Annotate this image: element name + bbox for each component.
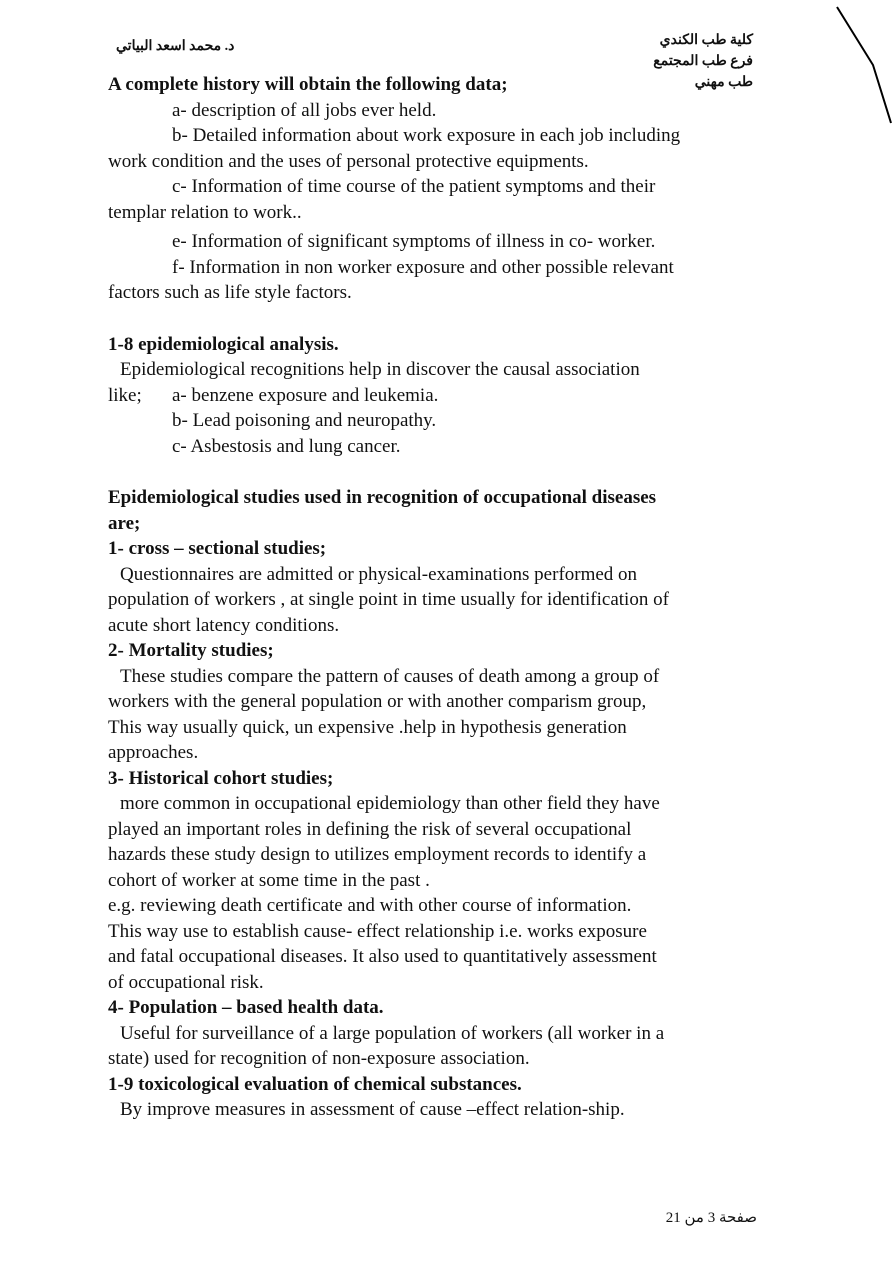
text-line: workers with the general population or with another comparism group, xyxy=(108,691,647,712)
text-line: more common in occupational epidemiology than other field they have xyxy=(120,793,660,814)
subsection-heading: 2- Mortality studies; xyxy=(108,640,274,661)
text-line: This way usually quick, un expensive .help in hypothesis generation xyxy=(108,716,627,738)
institution-line: طب مهني xyxy=(694,75,753,90)
text-line: cohort of worker at some time in the past . xyxy=(108,869,430,891)
subsection-heading: 3- Historical cohort studies; xyxy=(108,767,334,789)
section-heading: 1-8 epidemiological analysis. xyxy=(108,333,339,355)
list-item: e- Information of significant symptoms of illness in co- worker. xyxy=(172,231,656,252)
text-line: and fatal occupational diseases. It also used to quantitatively assessment xyxy=(108,946,657,967)
text-line: These studies compare the pattern of causes of death among a group of xyxy=(120,665,660,687)
institution-line: كلية طب الكندي xyxy=(659,33,753,48)
text-line: This way use to establish cause- effect relationship i.e. works exposure xyxy=(108,920,647,942)
list-item: like; a- benzene exposure and leukemia. xyxy=(108,384,439,406)
author-name: د. محمد اسعد البياتي xyxy=(116,39,235,54)
subsection-heading: 1- cross – sectional studies; xyxy=(108,538,327,559)
institution-line: فرع طب المجتمع xyxy=(653,54,753,69)
text-line: hazards these study design to utilizes employment records to identify a xyxy=(108,844,647,865)
list-item: f- Information in non worker exposure and other possible relevant xyxy=(172,256,674,278)
text-line: approaches. xyxy=(108,742,199,763)
text-line: work condition and the uses of personal protective equipments. xyxy=(108,150,589,172)
section-heading: Epidemiological studies used in recognition of occupational diseases xyxy=(108,487,657,508)
text-line: Questionnaires are admitted or physical-examinations performed on xyxy=(120,563,638,585)
text-line: acute short latency conditions. xyxy=(108,614,340,636)
text-line: Epidemiological recognitions help in discover the causal association xyxy=(120,359,640,380)
text-line: population of workers , at single point in time usually for identification of xyxy=(108,589,669,610)
document-body xyxy=(108,72,753,1123)
text-line: templar relation to work.. xyxy=(108,201,302,223)
section-heading: are; xyxy=(108,512,141,534)
subsection-heading: 4- Population – based health data. xyxy=(108,997,384,1018)
text-line: By improve measures in assessment of cause –effect relation-ship. xyxy=(120,1099,625,1120)
text-line: factors such as life style factors. xyxy=(108,282,352,303)
list-item: b- Detailed information about work exposure in each job including xyxy=(172,125,681,146)
list-item: c- Information of time course of the patient symptoms and their xyxy=(172,176,656,197)
list-item: b- Lead poisoning and neuropathy. xyxy=(172,410,437,431)
scan-edge-mark xyxy=(833,5,893,125)
section-heading: 1-9 toxicological evaluation of chemical substances. xyxy=(108,1073,522,1095)
list-item: a- description of all jobs ever held. xyxy=(172,99,437,121)
text-line: of occupational risk. xyxy=(108,971,264,993)
page-number: صفحة 3 من 21 xyxy=(665,1210,757,1226)
list-item: c- Asbestosis and lung cancer. xyxy=(172,435,401,457)
text-line: Useful for surveillance of a large population of workers (all worker in a xyxy=(120,1022,665,1044)
section-heading: A complete history will obtain the following data; xyxy=(108,74,508,95)
text-line: e.g. reviewing death certificate and with other course of information. xyxy=(108,895,632,916)
text-line: played an important roles in defining the risk of several occupational xyxy=(108,818,632,840)
text-line: state) used for recognition of non-exposure association. xyxy=(108,1048,530,1069)
